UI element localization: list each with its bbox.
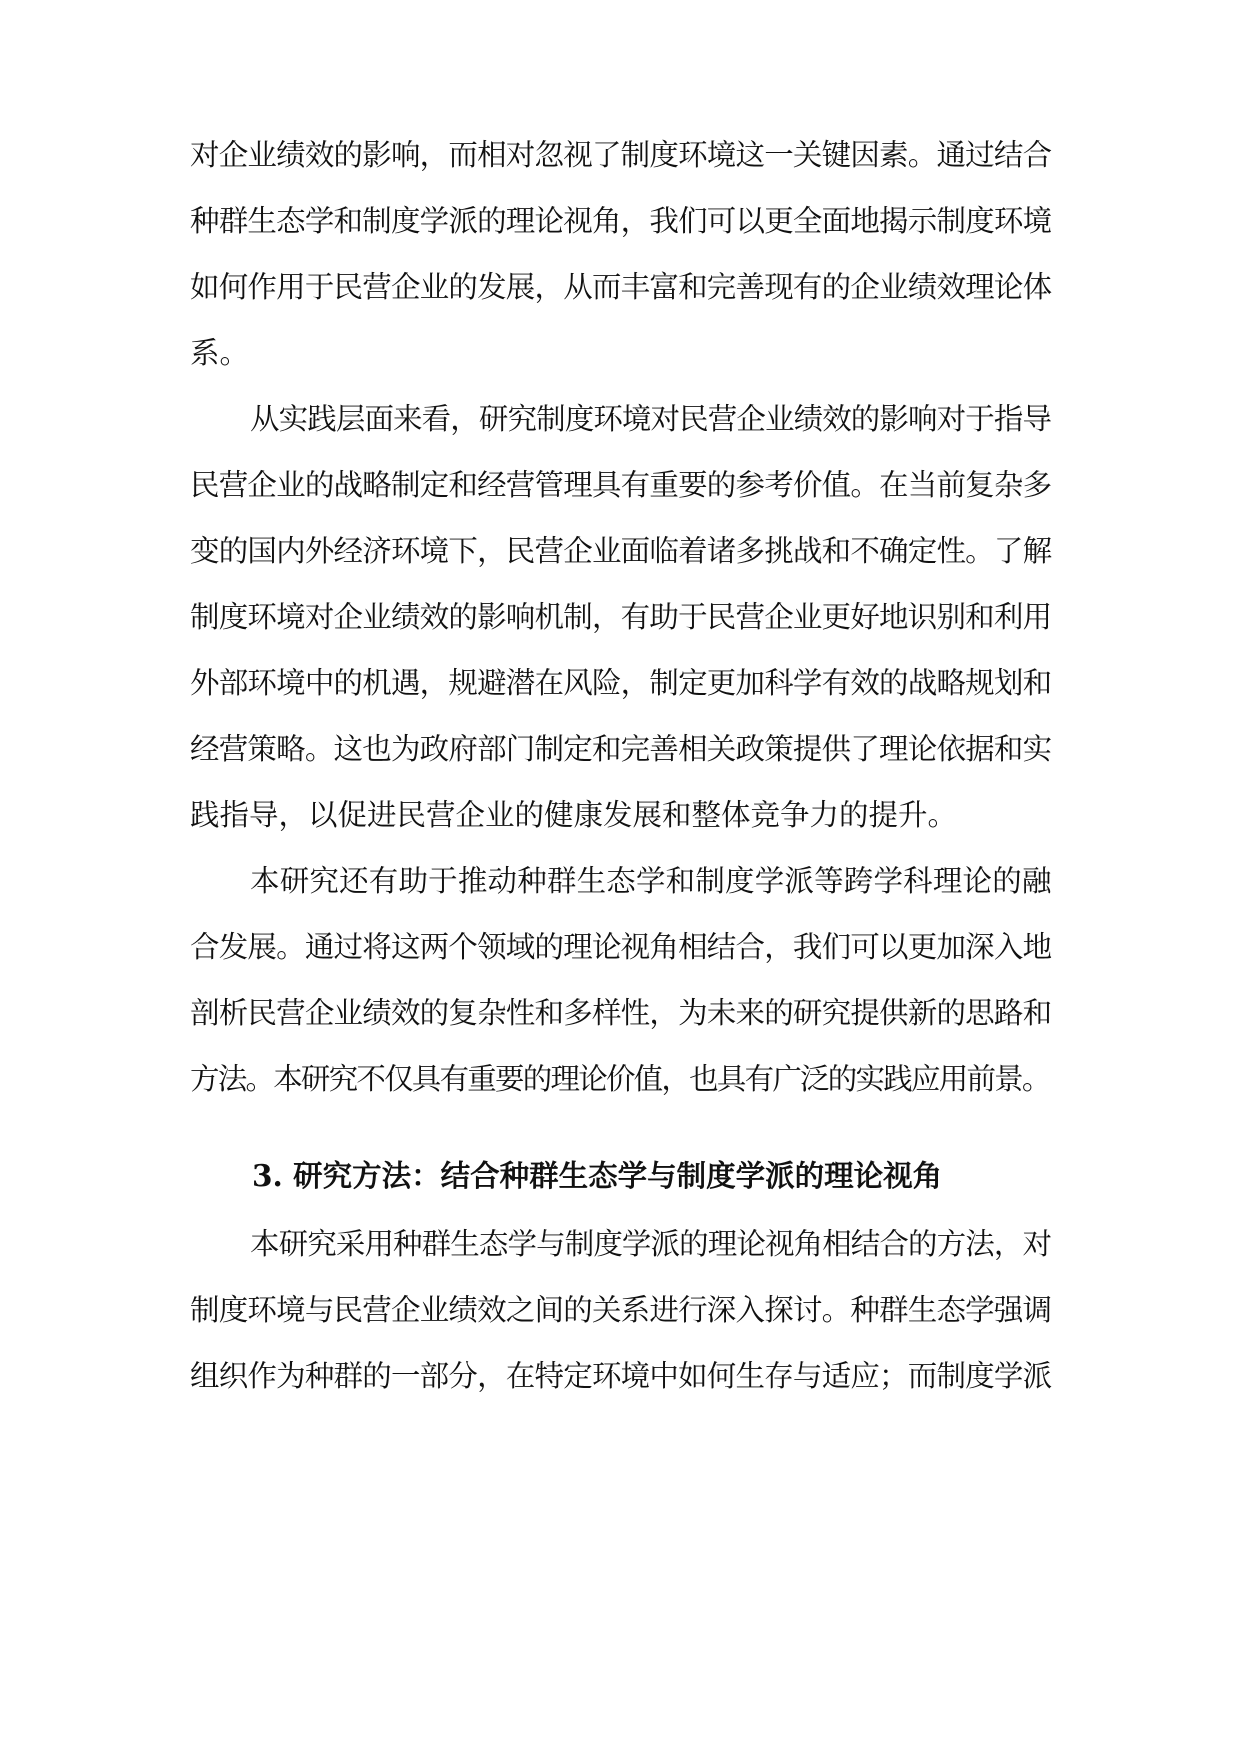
paragraph-line: 践指导，以促进民营企业的健康发展和整体竞争力的提升。 (190, 798, 958, 832)
paragraph-line: 剖析民营企业绩效的复杂性和多样性，为未来的研究提供新的思路和 (190, 996, 1052, 1030)
paragraph-line: 本研究采用种群生态学与制度学派的理论视角相结合的方法，对 (250, 1227, 1052, 1261)
paragraph-line: 方法。本研究不仅具有重要的理论价值，也具有广泛的实践应用前景。 (190, 1062, 1050, 1096)
paragraph-line: 对企业绩效的影响，而相对忽视了制度环境这一关键因素。通过结合 (190, 138, 1052, 172)
paragraph-line: 变的国内外经济环境下，民营企业面临着诸多挑战和不确定性。了解 (190, 534, 1052, 568)
paragraph-line: 从实践层面来看，研究制度环境对民营企业绩效的影响对于指导 (250, 402, 1052, 436)
paragraph-line: 民营企业的战略制定和经营管理具有重要的参考价值。在当前复杂多 (190, 468, 1052, 502)
paragraph-line: 制度环境与民营企业绩效之间的关系进行深入探讨。种群生态学强调 (190, 1293, 1052, 1327)
paragraph-line: 外部环境中的机遇，规避潜在风险，制定更加科学有效的战略规划和 (190, 666, 1052, 700)
paragraph-line: 经营策略。这也为政府部门制定和完善相关政策提供了理论依据和实 (190, 732, 1052, 766)
paragraph-line: 如何作用于民营企业的发展，从而丰富和完善现有的企业绩效理论体 (190, 270, 1052, 304)
paragraph-line: 种群生态学和制度学派的理论视角，我们可以更全面地揭示制度环境 (190, 204, 1052, 238)
section-heading: 3. 研究方法：结合种群生态学与制度学派的理论视角 (252, 1158, 943, 1193)
paragraph-line: 组织作为种群的一部分，在特定环境中如何生存与适应；而制度学派 (190, 1359, 1052, 1393)
paragraph-line: 制度环境对企业绩效的影响机制，有助于民营企业更好地识别和利用 (190, 600, 1052, 634)
paragraph-line: 合发展。通过将这两个领域的理论视角相结合，我们可以更加深入地 (190, 930, 1052, 964)
paragraph-line: 本研究还有助于推动种群生态学和制度学派等跨学科理论的融 (250, 864, 1052, 898)
paragraph-line: 系。 (190, 336, 250, 370)
